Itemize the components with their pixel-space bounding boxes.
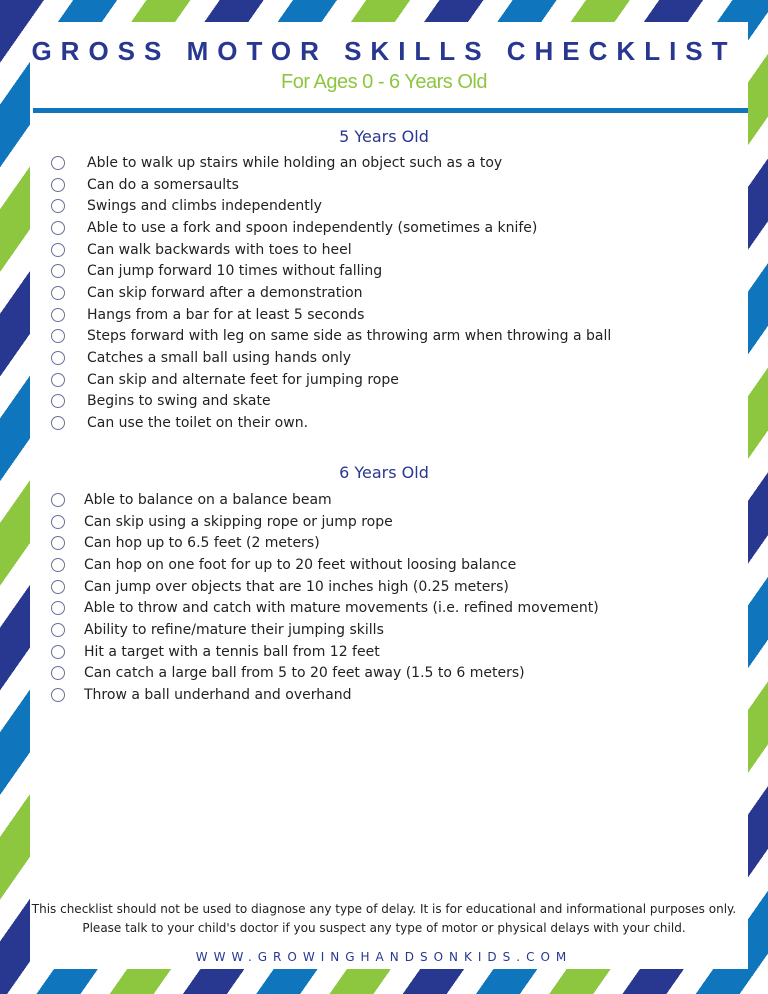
section-heading-6-years: 6 Years Old <box>339 463 429 482</box>
checklist-item-label: Can skip and alternate feet for jumping rope <box>87 371 399 388</box>
checkbox-circle[interactable] <box>51 558 65 572</box>
checklist-item <box>51 663 599 685</box>
disclaimer <box>0 900 768 938</box>
checklist-item-label: Ability to refine/mature their jumping skills <box>84 621 384 638</box>
checklist-item <box>51 619 599 641</box>
checklist-5-years <box>51 152 611 434</box>
checkbox-circle[interactable] <box>51 493 65 507</box>
checklist-item-label: Swings and climbs independently <box>87 198 322 215</box>
checklist-item-label: Able to balance on a balance beam <box>84 491 332 508</box>
checkbox-circle[interactable] <box>51 243 65 257</box>
disclaimer-line: This checklist should not be used to diagnose any type of delay. It is for educational and informational purposes only. <box>31 902 737 916</box>
checklist-item-label: Able to use a fork and spoon independently (sometimes a knife) <box>87 219 538 236</box>
checklist-item <box>51 684 599 706</box>
checkbox-circle[interactable] <box>51 329 65 343</box>
checkbox-circle[interactable] <box>51 536 65 550</box>
checkbox-circle[interactable] <box>51 601 65 615</box>
checkbox-circle[interactable] <box>51 156 65 170</box>
checklist-item <box>51 239 611 261</box>
checklist-item <box>51 282 611 304</box>
page-title: GROSS MOTOR SKILLS CHECKLIST <box>31 36 737 66</box>
website-link[interactable]: WWW.GROWINGHANDSONKIDS.COM <box>195 950 573 964</box>
page-subtitle: For Ages 0 - 6 Years Old <box>281 71 487 93</box>
checklist-item-label: Can skip forward after a demonstration <box>87 284 363 301</box>
checklist-item-label: Can jump forward 10 times without falling <box>87 263 383 280</box>
checklist-item <box>51 369 611 391</box>
checkbox-circle[interactable] <box>51 645 65 659</box>
checklist-item <box>51 152 611 174</box>
checklist-item <box>51 304 611 326</box>
checklist-item-label: Begins to swing and skate <box>87 393 271 410</box>
checkbox-circle[interactable] <box>51 666 65 680</box>
checklist-item <box>51 347 611 369</box>
checkbox-circle[interactable] <box>51 515 65 529</box>
checklist-item <box>51 597 599 619</box>
checklist-item-label: Can do a somersaults <box>87 176 239 193</box>
checklist-item <box>51 532 599 554</box>
checkbox-circle[interactable] <box>51 623 65 637</box>
checklist-item <box>51 489 599 511</box>
checkbox-circle[interactable] <box>51 580 65 594</box>
checklist-item <box>51 174 611 196</box>
divider <box>33 108 748 113</box>
checkbox-circle[interactable] <box>51 199 65 213</box>
checklist-item <box>51 260 611 282</box>
checklist-item-label: Able to throw and catch with mature movements (i.e. refined movement) <box>84 600 599 617</box>
checklist-item-label: Can skip using a skipping rope or jump rope <box>84 513 393 530</box>
checklist-item <box>51 391 611 413</box>
checklist-item <box>51 326 611 348</box>
checklist-item <box>51 412 611 434</box>
checklist-item-label: Can hop on one foot for up to 20 feet without loosing balance <box>84 556 517 573</box>
checkbox-circle[interactable] <box>51 416 65 430</box>
checklist-item <box>51 641 599 663</box>
checklist-item-label: Can walk backwards with toes to heel <box>87 241 352 258</box>
checkbox-circle[interactable] <box>51 264 65 278</box>
checklist-6-years <box>51 489 599 706</box>
checkbox-circle[interactable] <box>51 688 65 702</box>
checklist-item-label: Can hop up to 6.5 feet (2 meters) <box>84 535 320 552</box>
checklist-item-label: Throw a ball underhand and overhand <box>84 687 352 704</box>
section-heading-5-years: 5 Years Old <box>339 127 429 146</box>
checklist-item <box>51 576 599 598</box>
checkbox-circle[interactable] <box>51 351 65 365</box>
checklist-item-label: Hangs from a bar for at least 5 seconds <box>87 306 365 323</box>
checklist-item <box>51 217 611 239</box>
checklist-item <box>51 554 599 576</box>
checkbox-circle[interactable] <box>51 373 65 387</box>
checklist-item-label: Can use the toilet on their own. <box>87 415 309 432</box>
disclaimer-line: Please talk to your child's doctor if you suspect any type of motor or physical delays with your child. <box>82 921 686 935</box>
checklist-item-label: Catches a small ball using hands only <box>87 350 352 367</box>
checkbox-circle[interactable] <box>51 394 65 408</box>
checklist-item-label: Can jump over objects that are 10 inches high (0.25 meters) <box>84 578 509 595</box>
checkbox-circle[interactable] <box>51 286 65 300</box>
checklist-item <box>51 195 611 217</box>
checklist-item-label: Steps forward with leg on same side as throwing arm when throwing a ball <box>87 328 612 345</box>
checkbox-circle[interactable] <box>51 221 65 235</box>
checklist-item-label: Can catch a large ball from 5 to 20 feet away (1.5 to 6 meters) <box>84 665 525 682</box>
checkbox-circle[interactable] <box>51 308 65 322</box>
checklist-item <box>51 511 599 533</box>
checklist-item-label: Hit a target with a tennis ball from 12 feet <box>84 643 380 660</box>
checkbox-circle[interactable] <box>51 178 65 192</box>
checklist-item-label: Able to walk up stairs while holding an object such as a toy <box>87 154 503 171</box>
